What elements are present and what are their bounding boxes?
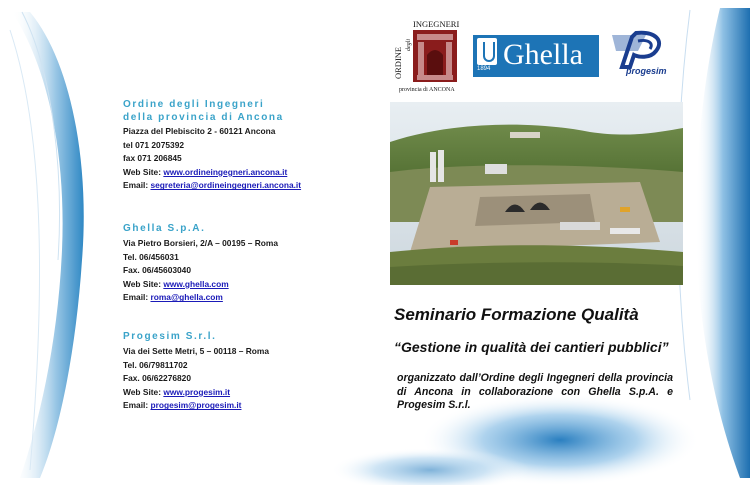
contact-tel: tel 071 2075392 bbox=[123, 139, 185, 150]
web-label: Web Site: bbox=[123, 278, 164, 289]
contact-email-row bbox=[123, 291, 373, 305]
seminar-subtitle: “Gestione in qualità dei cantieri pubblici” bbox=[394, 339, 669, 355]
ordine-logo-word: degli bbox=[406, 39, 412, 51]
contact-address: Piazza del Plebiscito 2 - 60121 Ancona bbox=[123, 126, 276, 136]
contact-address: Via Pietro Borsieri, 2/A – 00195 – Roma bbox=[123, 238, 279, 248]
contact-tel: Tel. 06/79811702 bbox=[123, 359, 188, 370]
contact-tel: Tel. 06/456031 bbox=[123, 251, 179, 262]
progesim-logo-word: progesim bbox=[626, 66, 667, 76]
contact-email-row bbox=[123, 179, 373, 193]
seminar-title: Seminario Formazione Qualità bbox=[394, 305, 639, 324]
ghella-logo-year: 1894 bbox=[477, 66, 491, 72]
email-label: Email: bbox=[123, 180, 151, 191]
contact-web-row bbox=[123, 166, 373, 180]
contact-web-row bbox=[123, 278, 373, 292]
ghella-mark-icon bbox=[477, 38, 497, 65]
seminar-description: organizzato dall’Ordine degli Ingegneri della provincia di Ancona in collaborazione con Ghella S.p.A. e Progesim S.r.l. bbox=[397, 372, 673, 411]
email-label: Email: bbox=[123, 400, 151, 411]
ordine-ingegneri-logo bbox=[391, 19, 461, 95]
web-link[interactable]: www.progesim.it bbox=[163, 386, 231, 397]
contact-block-ghella bbox=[123, 222, 373, 305]
ghella-logo bbox=[473, 35, 599, 77]
contact-block-ordine bbox=[123, 98, 373, 193]
ghella-logo-word: Ghella bbox=[503, 38, 583, 71]
construction-site-photo bbox=[390, 102, 683, 285]
email-label: Email: bbox=[123, 292, 151, 303]
contact-fax: fax 071 206845 bbox=[123, 153, 182, 164]
web-label: Web Site: bbox=[123, 386, 164, 397]
email-link[interactable]: roma@ghella.com bbox=[150, 292, 223, 303]
ordine-logo-word: INGEGNERI bbox=[413, 19, 460, 29]
contact-fax: Fax. 06/62276820 bbox=[123, 373, 191, 384]
contact-fax: Fax. 06/45603040 bbox=[123, 265, 191, 276]
contact-address: Via dei Sette Metri, 5 – 00118 – Roma bbox=[123, 346, 270, 356]
contact-name-line: Progesim S.r.l. bbox=[123, 331, 217, 342]
contact-name-line: della provincia di Ancona bbox=[123, 112, 284, 123]
contact-name-line: Ghella S.p.A. bbox=[123, 223, 206, 234]
progesim-logo bbox=[608, 29, 670, 81]
web-link[interactable]: www.ghella.com bbox=[163, 278, 229, 289]
contact-block-progesim bbox=[123, 330, 373, 413]
email-link[interactable]: progesim@progesim.it bbox=[150, 400, 242, 411]
ordine-logo-caption: provincia di ANCONA bbox=[399, 87, 455, 93]
email-link[interactable]: segreteria@ordineingegneri.ancona.it bbox=[150, 180, 302, 191]
ordine-logo-word: ORDINE bbox=[393, 46, 403, 79]
web-label: Web Site: bbox=[123, 166, 164, 177]
contact-email-row bbox=[123, 399, 373, 413]
contact-web-row bbox=[123, 386, 373, 400]
progesim-mark-icon bbox=[608, 29, 670, 69]
web-link[interactable]: www.ordineingegneri.ancona.it bbox=[163, 166, 288, 177]
contact-name-line: Ordine degli Ingegneri bbox=[123, 99, 265, 110]
